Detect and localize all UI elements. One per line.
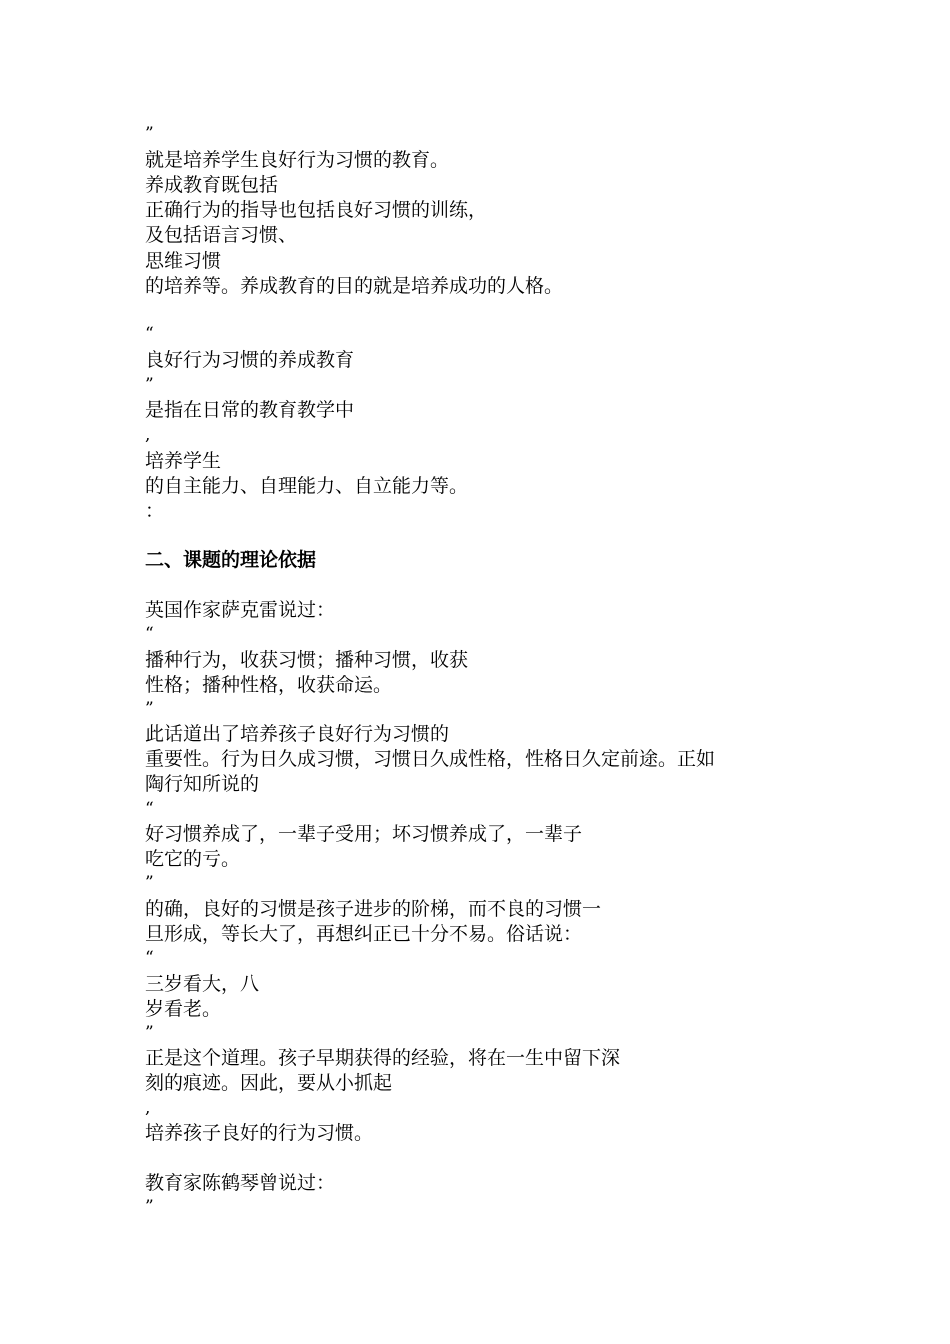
text-line: 正确行为的指导也包括良好习惯的训练， bbox=[145, 199, 488, 221]
text-line: 及包括语言习惯、 bbox=[145, 224, 298, 246]
text-line: 英国作家萨克雷说过： bbox=[145, 599, 336, 621]
opening-quote: “ bbox=[145, 624, 154, 644]
text-line: 就是培养学生良好行为习惯的教育。 bbox=[145, 149, 450, 171]
text-line: 思维习惯 bbox=[145, 250, 222, 272]
closing-quote: ” bbox=[145, 124, 154, 144]
text-line: 陶行知所说的 bbox=[145, 773, 260, 795]
text-line: 此话道出了培养孩子良好行为习惯的 bbox=[145, 723, 450, 745]
text-line: 是指在日常的教育教学中 bbox=[145, 399, 355, 421]
text-line: 三岁看大，八 bbox=[145, 973, 260, 995]
closing-quote: ” bbox=[145, 1023, 154, 1043]
closing-quote: ” bbox=[145, 873, 154, 893]
text-line: 良好行为习惯的养成教育 bbox=[145, 349, 355, 371]
text-line: 正是这个道理。孩子早期获得的经验，将在一生中留下深 bbox=[145, 1047, 621, 1069]
closing-quote: ” bbox=[145, 375, 154, 395]
closing-quote: ” bbox=[145, 699, 154, 719]
colon-mark: ： bbox=[145, 500, 165, 522]
opening-quote: “ bbox=[145, 948, 154, 968]
text-line: 的确，良好的习惯是孩子进步的阶梯，而不良的习惯一 bbox=[145, 898, 602, 920]
text-line: 好习惯养成了，一辈子受用；坏习惯养成了，一辈子 bbox=[145, 823, 583, 845]
text-line: 教育家陈鹤琴曾说过： bbox=[145, 1172, 336, 1194]
text-line: 播种行为，收获习惯；播种习惯，收获 bbox=[145, 649, 469, 671]
opening-quote: “ bbox=[145, 324, 154, 344]
text-line: 培养孩子良好的行为习惯。 bbox=[145, 1122, 374, 1144]
text-line: 岁看老。 bbox=[145, 998, 222, 1020]
comma-mark: , bbox=[145, 1098, 151, 1118]
comma-mark: , bbox=[145, 425, 151, 445]
text-line: 性格；播种性格，收获命运。 bbox=[145, 674, 393, 696]
opening-quote: “ bbox=[145, 799, 154, 819]
text-line: 旦形成，等长大了，再想纠正已十分不易。俗话说： bbox=[145, 923, 583, 945]
closing-quote: ” bbox=[145, 1197, 154, 1217]
text-line: 刻的痕迹。因此，要从小抓起 bbox=[145, 1072, 393, 1094]
text-line: 养成教育既包括 bbox=[145, 174, 279, 196]
text-line: 吃它的亏。 bbox=[145, 848, 241, 870]
section-heading: 二、课题的理论依据 bbox=[145, 549, 317, 571]
text-line: 重要性。行为日久成习惯，习惯日久成性格，性格日久定前途。正如 bbox=[145, 748, 716, 770]
text-line: 的培养等。养成教育的目的就是培养成功的人格。 bbox=[145, 275, 564, 297]
text-line: 培养学生 bbox=[145, 450, 222, 472]
text-line: 的自主能力、自理能力、自立能力等。 bbox=[145, 475, 469, 497]
